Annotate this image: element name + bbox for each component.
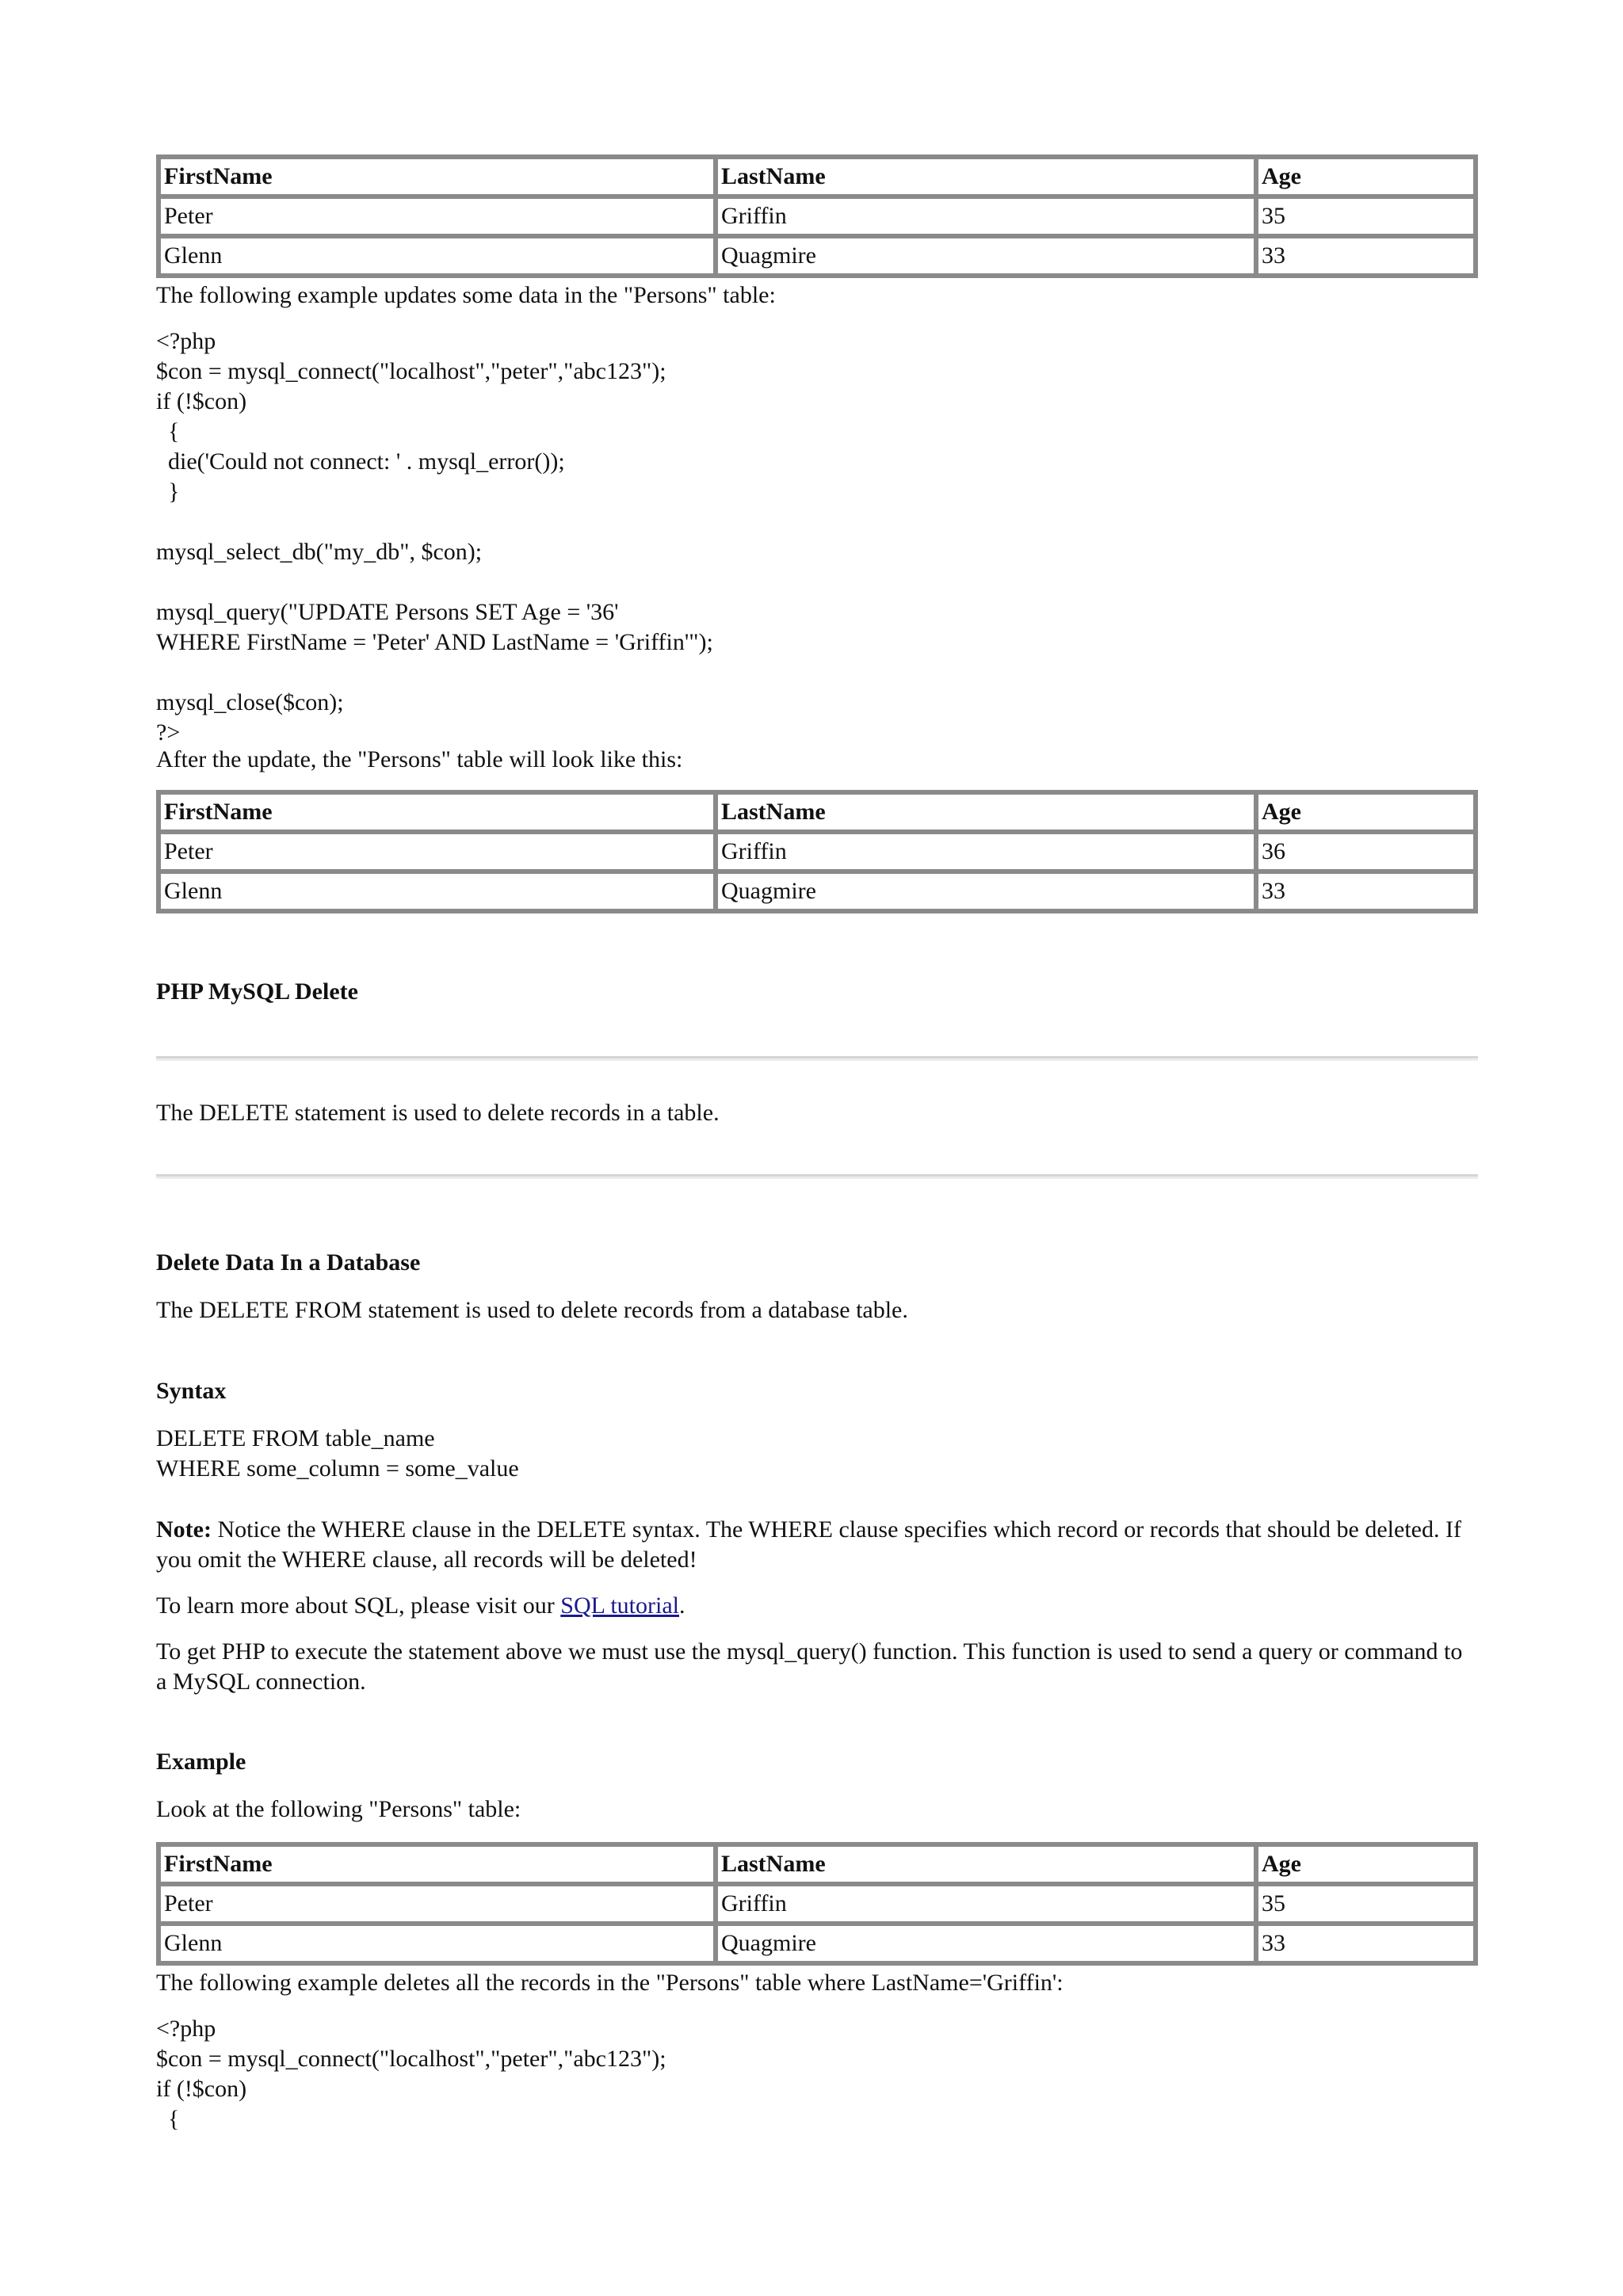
heading-example: Example: [156, 1749, 246, 1775]
section-heading-delete: PHP MySQL Delete: [156, 978, 358, 1005]
table-row: [158, 832, 1476, 871]
delete-lead: The DELETE statement is used to delete records in a table.: [156, 1100, 720, 1126]
cell: Glenn: [158, 871, 716, 911]
delete-from-text: The DELETE FROM statement is used to delete records from a database table.: [156, 1297, 908, 1323]
delete-code-block: <?php $con = mysql_connect("localhost","peter","abc123"); if (!$con) {: [156, 2016, 666, 2132]
cell: Quagmire: [716, 236, 1256, 276]
note-label: Note:: [156, 1516, 212, 1543]
learn-more-paragraph: [156, 1591, 1478, 1621]
header-firstname: FirstName: [158, 1844, 716, 1884]
header-firstname: FirstName: [158, 157, 716, 196]
cell: 33: [1256, 871, 1476, 911]
cell: Peter: [158, 1884, 716, 1924]
cell: Griffin: [716, 196, 1256, 236]
persons-table-updated: [156, 790, 1478, 913]
divider: [156, 1174, 1478, 1179]
cell: Peter: [158, 196, 716, 236]
update-code-block: <?php $con = mysql_connect("localhost","peter","abc123"); if (!$con) { die('Could not connect: ' . mysql_error()); } mysql_select_db("my_db", $con); mysql_query("UPDATE Persons SET Age = '36' WHERE FirstName = 'Peter' AND LastName = 'Griffin'"); mysql_close($con); ?>: [156, 328, 713, 746]
heading-syntax: Syntax: [156, 1378, 227, 1404]
note-paragraph: [156, 1515, 1478, 1575]
learn-prefix: To learn more about SQL, please visit our: [156, 1592, 561, 1619]
table-row: [158, 236, 1476, 276]
cell: 36: [1256, 832, 1476, 871]
execute-paragraph: To get PHP to execute the statement above we must use the mysql_query() function. This function is used to send a query or command to a MySQL connection.: [156, 1638, 1463, 1695]
table-row: [158, 871, 1476, 911]
table-header-row: [158, 1844, 1476, 1884]
table-header-row: [158, 157, 1476, 196]
delete-intro: The following example deletes all the records in the "Persons" table where LastName='Griffin':: [156, 1970, 1064, 1996]
table-row: [158, 1884, 1476, 1924]
cell: Peter: [158, 832, 716, 871]
update-intro: The following example updates some data in the "Persons" table:: [156, 282, 776, 308]
divider: [156, 1056, 1478, 1061]
cell: Griffin: [716, 1884, 1256, 1924]
cell: Quagmire: [716, 1924, 1256, 1963]
cell: Griffin: [716, 832, 1256, 871]
heading-delete-data: Delete Data In a Database: [156, 1249, 421, 1276]
header-firstname: FirstName: [158, 792, 716, 832]
cell: Glenn: [158, 1924, 716, 1963]
cell: Glenn: [158, 236, 716, 276]
table-header-row: [158, 792, 1476, 832]
learn-suffix: .: [679, 1592, 685, 1619]
syntax-code-block: DELETE FROM table_name WHERE some_column = some_value: [156, 1425, 519, 1482]
cell: 35: [1256, 1884, 1476, 1924]
cell: 33: [1256, 1924, 1476, 1963]
after-update-text: After the update, the "Persons" table will look like this:: [156, 746, 683, 772]
table-row: [158, 196, 1476, 236]
header-age: Age: [1256, 1844, 1476, 1884]
persons-table-example: [156, 1842, 1478, 1966]
header-lastname: LastName: [716, 1844, 1256, 1884]
sql-tutorial-link[interactable]: SQL tutorial: [560, 1592, 679, 1619]
look-text: Look at the following "Persons" table:: [156, 1796, 521, 1822]
persons-table-initial: [156, 154, 1478, 278]
header-age: Age: [1256, 157, 1476, 196]
cell: 33: [1256, 236, 1476, 276]
cell: Quagmire: [716, 871, 1256, 911]
header-lastname: LastName: [716, 157, 1256, 196]
note-text: Notice the WHERE clause in the DELETE syntax. The WHERE clause specifies which record or records that should be deleted. If you omit the WHERE clause, all records will be deleted!: [156, 1516, 1461, 1573]
header-lastname: LastName: [716, 792, 1256, 832]
cell: 35: [1256, 196, 1476, 236]
header-age: Age: [1256, 792, 1476, 832]
table-row: [158, 1924, 1476, 1963]
